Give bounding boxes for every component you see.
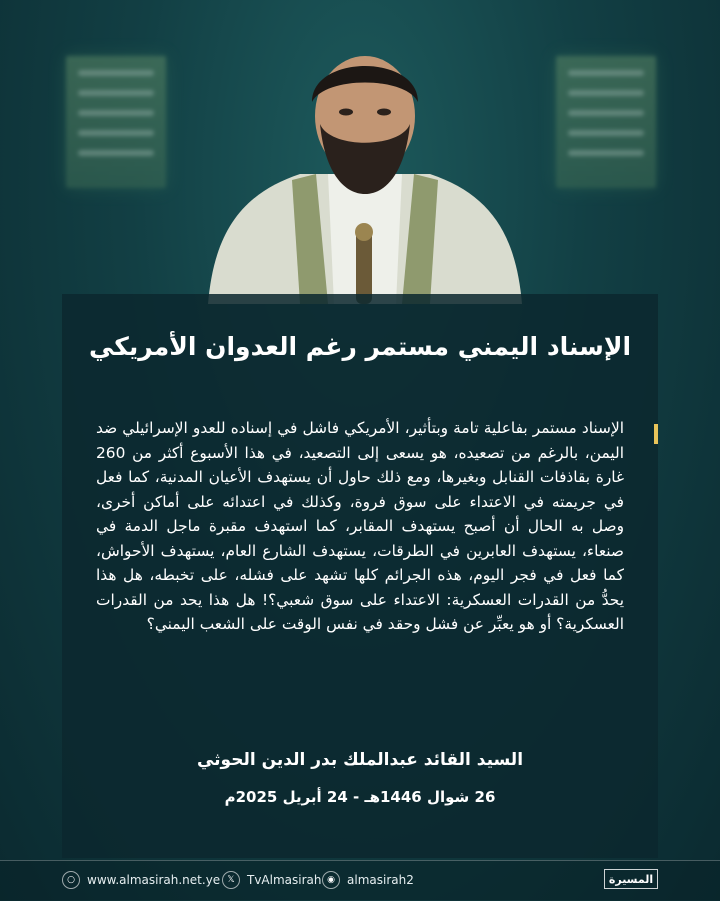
- channel-logo: المسيرة: [604, 869, 658, 889]
- author-name: السيد القائد عبدالملك بدر الدين الحوثي: [196, 750, 524, 770]
- accent-bar: [654, 424, 658, 444]
- headline: الإسناد اليمني مستمر رغم العدوان الأمريكي: [88, 332, 632, 361]
- twitter-link[interactable]: [222, 871, 322, 889]
- footer-bar: [0, 860, 720, 901]
- instagram-icon: ◉: [322, 871, 340, 889]
- speaker-portrait: [200, 24, 530, 304]
- quote-text: الإسناد مستمر بفاعلية تامة وبتأثير، الأمريكي فاشل في إسناده للعدو الإسرائيلي ضد اليمن، بالرغم من تصعيده، هو يسعى إلى التصعيد، في هذا الأسبوع أكثر من 260 غارة بقاذفات القنابل وبغيرها، ومع ذلك حاول أن يستهدف الأعيان المدنية، كما فعل في جريمته في الاعتداء على سوق فروة، وكذلك في اعتدائه على أماكن أخرى، وصل به الحال أن أصبح يستهدف المقابر، كما استهدف مقبرة ماجل الدمة في صنعاء، يستهدف العابرين في الطرقات، يستهدف الشارع العام، يستهدف الأحواش، كما فعل في فجر اليوم، هذه الجرائم كلها تشهد على فشله، على تخبطه، هل هذا يحدُّ من القدرات العسكرية: الاعتداء على سوق شعبي؟! هل هذا يحد من القدرات العسكرية؟ أو هو يعبِّر عن فشل وحقد في نفس الوقت على الشعب اليمني؟: [96, 419, 624, 633]
- background-banner-right: [556, 56, 656, 188]
- date-line: 26 شوال 1446هـ - 24 أبريل 2025م: [224, 788, 496, 806]
- website-link[interactable]: [62, 871, 220, 889]
- globe-icon: ○: [62, 871, 80, 889]
- instagram-link[interactable]: [322, 871, 414, 889]
- website-label: www.almasirah.net.ye: [87, 873, 221, 887]
- statement-card: [62, 294, 658, 858]
- x-icon: 𝕏: [222, 871, 240, 889]
- instagram-label: almasirah2: [347, 873, 414, 887]
- twitter-label: TvAlmasirah: [247, 873, 322, 887]
- background-banner-left: [66, 56, 166, 188]
